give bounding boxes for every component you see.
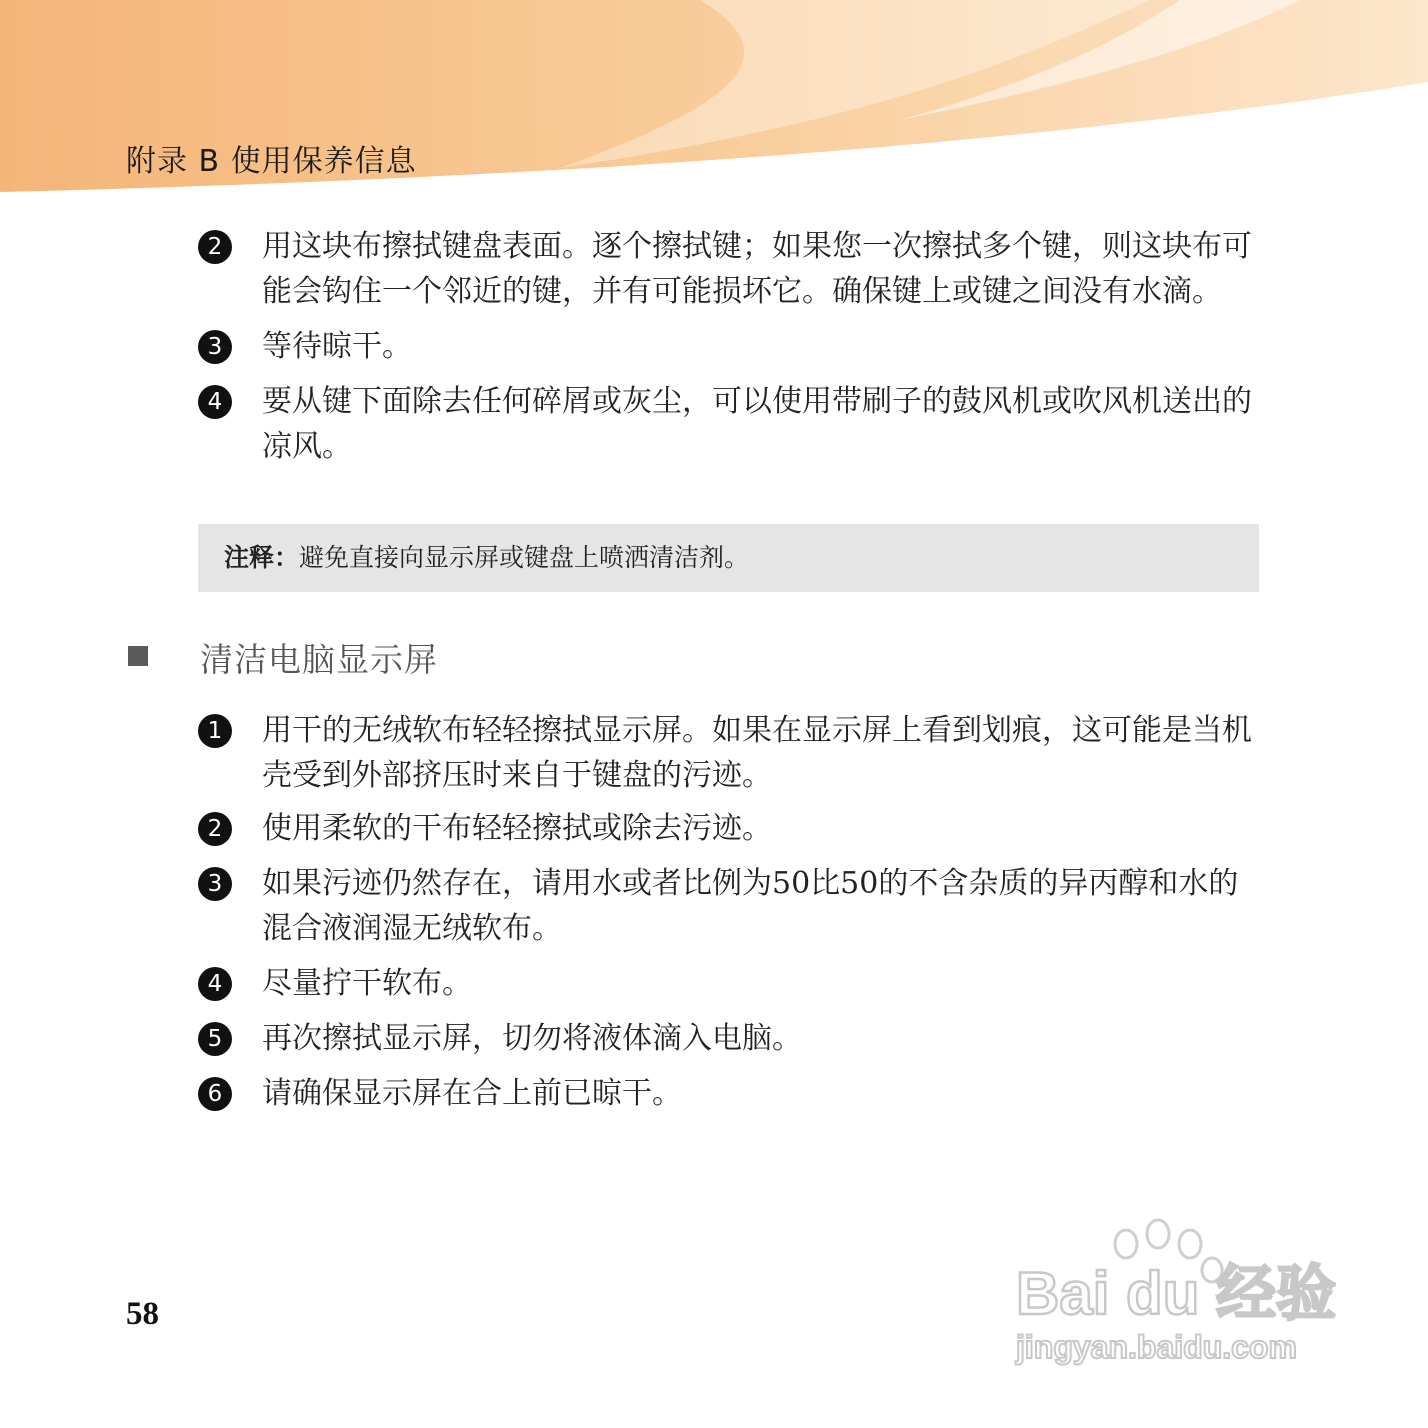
- step-number-badge: 3: [198, 330, 232, 364]
- step-number-badge: 4: [198, 967, 232, 1001]
- step-number-badge: 2: [198, 230, 232, 264]
- step-number-badge: 1: [198, 714, 232, 748]
- step-text: 用干的无绒软布轻轻擦拭显示屏。如果在显示屏上看到划痕，这可能是当机壳受到外部挤压时来自于键盘的污迹。: [262, 713, 1252, 793]
- note-label: 注释：: [224, 543, 300, 572]
- note-text: 避免直接向显示屏或键盘上喷洒清洁剂。: [299, 543, 750, 572]
- step-text: 再次擦拭显示屏，切勿将液体滴入电脑。: [262, 1021, 802, 1056]
- step-number-badge: 3: [198, 867, 232, 901]
- step-number-badge: 6: [198, 1077, 232, 1111]
- step-text: 用这块布擦拭键盘表面。逐个擦拭键；如果您一次擦拭多个键，则这块布可能会钩住一个邻近的键，并有可能损坏它。确保键上或键之间没有水滴。: [262, 229, 1252, 309]
- step-number-badge: 5: [198, 1022, 232, 1056]
- chapter-title: 附录 B 使用保养信息: [126, 144, 417, 179]
- step-number-badge: 4: [198, 385, 232, 419]
- list-item: [198, 961, 1258, 1006]
- list-item: [198, 224, 1258, 314]
- list-item: [198, 1071, 1258, 1116]
- section-title: 清洁电脑显示屏: [200, 640, 438, 679]
- step-text: 使用柔软的干布轻轻擦拭或除去污迹。: [262, 811, 772, 846]
- watermark-url: jingyan.baidu.com: [1016, 1329, 1297, 1365]
- page-number: 58: [126, 1296, 159, 1332]
- watermark-brand: Bai du 经验: [1016, 1260, 1337, 1327]
- display-cleaning-steps: [198, 708, 1258, 1116]
- list-item: [198, 708, 1258, 798]
- step-text: 请确保显示屏在合上前已晾干。: [262, 1076, 682, 1111]
- continued-steps: [198, 224, 1258, 469]
- step-number-badge: 2: [198, 812, 232, 846]
- step-text: 如果污迹仍然存在，请用水或者比例为50比50的不含杂质的异丙醇和水的混合液润湿无绒软布。: [262, 866, 1239, 946]
- list-item: [198, 806, 1258, 851]
- note-box: [198, 524, 1259, 592]
- list-item: [198, 1016, 1258, 1061]
- step-text: 要从键下面除去任何碎屑或灰尘，可以使用带刷子的鼓风机或吹风机送出的凉风。: [262, 384, 1252, 464]
- step-text: 等待晾干。: [262, 329, 412, 364]
- list-item: [198, 324, 1258, 369]
- baidu-jingyan-watermark: [1008, 1212, 1348, 1372]
- step-text: 尽量拧干软布。: [262, 966, 472, 1001]
- list-item: [198, 861, 1258, 951]
- list-item: [198, 379, 1258, 469]
- section-bullet-icon: [128, 646, 148, 666]
